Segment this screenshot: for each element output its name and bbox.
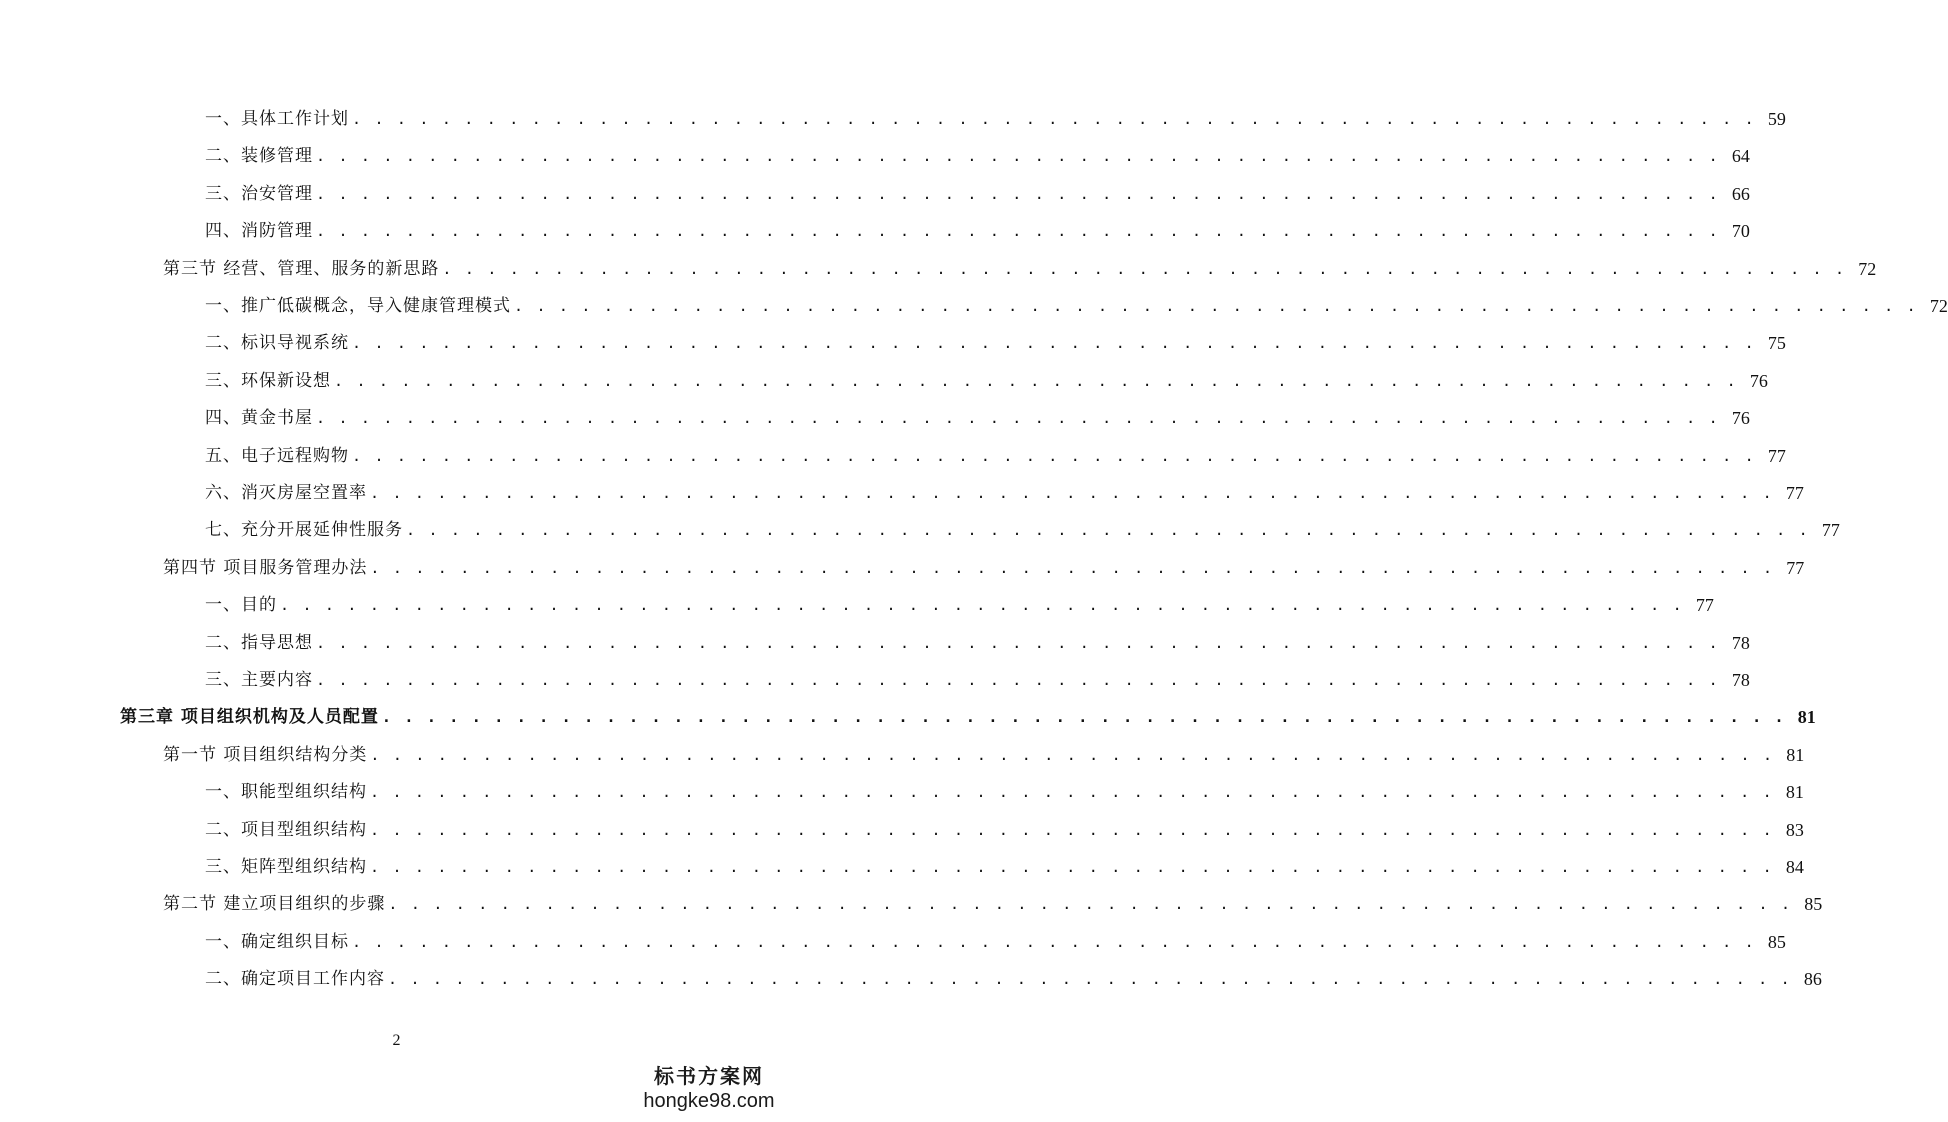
toc-entry-title: 第三节 经营、管理、服务的新思路 xyxy=(163,258,440,279)
toc-entry-title: 三、主要内容 xyxy=(205,670,313,690)
toc-entry-page: 81 xyxy=(1797,707,1816,728)
toc-entry-title: 四、消防管理 xyxy=(205,221,313,242)
toc-entry-page: 72 xyxy=(1858,258,1877,279)
toc-dot-leader: . . . . . . . . . . . . . . . . . . . . . . . . . . . . . . . . . . . . . . . . . . . . . . . . . . . . . . . . . . . . . . . xyxy=(352,446,1756,465)
toc-dot-leader: . . . . . . . . . . . . . . . . . . . . . . . . . . . . . . . . . . . . . . . . . . . . . . . . . . . . . . . . . . . . . . . xyxy=(352,334,1756,353)
toc-entry-page: 86 xyxy=(1803,969,1822,990)
toc-entry-page: 81 xyxy=(1786,744,1805,765)
toc-entry-item xyxy=(0,777,1804,807)
toc-entry-page: 83 xyxy=(1785,819,1804,840)
toc-entry-section xyxy=(0,254,1877,284)
toc-entry-page: 77 xyxy=(1767,445,1786,466)
toc-entry-section xyxy=(0,889,1823,919)
toc-entry-item xyxy=(0,441,1786,471)
toc-entry-item xyxy=(0,628,1750,658)
toc-entry-page: 85 xyxy=(1804,894,1823,915)
toc-entry-title: 三、治安管理 xyxy=(205,183,313,204)
toc-dot-leader: . . . . . . . . . . . . . . . . . . . . . . . . . . . . . . . . . . . . . . . . . . . . . . . . . . . . . . . . . . . . . . . xyxy=(370,820,1774,839)
toc-entry-title: 二、标识导视系统 xyxy=(205,333,349,354)
toc-entry-item xyxy=(0,141,1750,171)
toc-entry-item xyxy=(0,665,1750,695)
watermark-logo xyxy=(639,1064,779,1114)
toc-entry-page: 75 xyxy=(1767,333,1786,354)
toc-entry-title: 二、确定项目工作内容 xyxy=(205,969,385,990)
toc-entry-page: 78 xyxy=(1731,632,1750,653)
toc-dot-leader: . . . . . . . . . . . . . . . . . . . . . . . . . . . . . . . . . . . . . . . . . . . . . . . . . . . . . . . . . . . . . . . xyxy=(406,521,1810,540)
toc-entry-title: 五、电子远程购物 xyxy=(205,445,349,466)
toc-entry-page: 66 xyxy=(1731,183,1750,204)
toc-entry-title: 一、目的 xyxy=(205,595,277,616)
toc-dot-leader: . . . . . . . . . . . . . . . . . . . . . . . . . . . . . . . . . . . . . . . . . . . . . . . . . . . . . . . . . . . . . . . xyxy=(370,484,1774,502)
toc-entry-title: 六、消灭房屋空置率 xyxy=(205,483,367,503)
toc-entry-section xyxy=(0,553,1805,583)
toc-entry-page: 64 xyxy=(1731,146,1750,167)
toc-dot-leader: . . . . . . . . . . . . . . . . . . . . . . . . . . . . . . . . . . . . . . . . . . . . . . . . . . . . . . . . . . . . . . . xyxy=(442,259,1847,278)
toc-entry-title: 二、指导思想 xyxy=(205,632,313,653)
toc-entry-item xyxy=(0,179,1750,209)
toc-entry-title: 七、充分开展延伸性服务 xyxy=(205,520,403,541)
toc-dot-leader: . . . . . . . . . . . . . . . . . . . . . . . . . . . . . . . . . . . . . . . . . . . . . . . . . . . . . . . . . . . . . . . xyxy=(316,671,1720,689)
toc-dot-leader: . . . . . . . . . . . . . . . . . . . . . . . . . . . . . . . . . . . . . . . . . . . . . . . . . . . . . . . . . . . . . . . xyxy=(316,409,1720,428)
toc-dot-leader: . . . . . . . . . . . . . . . . . . . . . . . . . . . . . . . . . . . . . . . . . . . . . . . . . . . . . . . . . . . . . . . xyxy=(352,932,1756,951)
toc-dot-leader: . . . . . . . . . . . . . . . . . . . . . . . . . . . . . . . . . . . . . . . . . . . . . . . . . . . . . . . . . . . . . . . xyxy=(370,783,1774,802)
watermark-domain-text: hongke98.com xyxy=(643,1090,775,1112)
toc-dot-leader: . . . . . . . . . . . . . . . . . . . . . . . . . . . . . . . . . . . . . . . . . . . . . . . . . . . . . . . . . . . . . . . xyxy=(280,596,1684,615)
toc-entry-item xyxy=(0,328,1786,358)
toc-entry-page: 59 xyxy=(1767,109,1786,129)
toc-entry-title: 三、环保新设想 xyxy=(205,370,331,391)
toc-entry-page: 85 xyxy=(1767,931,1786,952)
toc-dot-leader: . . . . . . . . . . . . . . . . . . . . . . . . . . . . . . . . . . . . . . . . . . . . . . . . . . . . . . . . . . . . . . . xyxy=(334,371,1738,390)
toc-entry-item xyxy=(0,216,1750,246)
toc-entry-section xyxy=(0,740,1805,770)
toc-dot-leader: . . . . . . . . . . . . . . . . . . . . . . . . . . . . . . . . . . . . . . . . . . . . . . . . . . . . . . . . . . . . . . . xyxy=(388,970,1792,989)
toc-entry-title: 一、职能型组织结构 xyxy=(205,782,367,803)
toc-entry-page: 77 xyxy=(1821,520,1840,541)
toc-entry-title: 一、确定组织目标 xyxy=(205,931,349,952)
toc-dot-leader: . . . . . . . . . . . . . . . . . . . . . . . . . . . . . . . . . . . . . . . . . . . . . . . . . . . . . . . . . . . . . . . xyxy=(514,297,1918,315)
toc-entry-item xyxy=(0,291,1948,321)
toc-entry-item xyxy=(0,104,1786,134)
toc-dot-leader: . . . . . . . . . . . . . . . . . . . . . . . . . . . . . . . . . . . . . . . . . . . . . . . . . . . . . . . . . . . . . . . xyxy=(316,147,1720,166)
toc-entry-page: 78 xyxy=(1731,670,1750,690)
toc-entry-item xyxy=(0,964,1822,994)
toc-entry-item xyxy=(0,366,1768,396)
toc-entry-item xyxy=(0,515,1840,545)
toc-entry-page: 77 xyxy=(1695,595,1714,616)
toc-entry-title: 第三章 项目组织机构及人员配置 xyxy=(120,707,379,728)
toc-entry-chapter xyxy=(0,702,1816,732)
toc-entry-item xyxy=(0,403,1750,433)
toc-dot-leader: . . . . . . . . . . . . . . . . . . . . . . . . . . . . . . . . . . . . . . . . . . . . . . . . . . . . . . . . . . . . . . . xyxy=(352,110,1756,128)
toc-entry-title: 二、项目型组织结构 xyxy=(205,819,367,840)
toc-entry-item xyxy=(0,590,1714,620)
toc-dot-leader: . . . . . . . . . . . . . . . . . . . . . . . . . . . . . . . . . . . . . . . . . . . . . . . . . . . . . . . . . . . . . . . xyxy=(370,745,1775,764)
toc-dot-leader: . . . . . . . . . . . . . . . . . . . . . . . . . . . . . . . . . . . . . . . . . . . . . . . . . . . . . . . . . . . . . . . xyxy=(316,184,1720,203)
toc-entry-page: 81 xyxy=(1785,782,1804,803)
page-number: 2 xyxy=(392,1032,401,1049)
toc-entry-item xyxy=(0,478,1804,508)
toc-dot-leader: . . . . . . . . . . . . . . . . . . . . . . . . . . . . . . . . . . . . . . . . . . . . . . . . . . . . . . . . . . . . . . . xyxy=(316,633,1720,652)
toc-entry-page: 84 xyxy=(1785,857,1804,877)
toc-entry-item xyxy=(0,815,1804,845)
toc-entry-title: 二、装修管理 xyxy=(205,146,313,167)
toc-dot-leader: . . . . . . . . . . . . . . . . . . . . . . . . . . . . . . . . . . . . . . . . . . . . . . . . . . . . . . . . . . . . . . . xyxy=(388,895,1793,914)
toc-entry-page: 77 xyxy=(1786,557,1805,578)
toc-dot-leader: . . . . . . . . . . . . . . . . . . . . . . . . . . . . . . . . . . . . . . . . . . . . . . . . . . . . . . . . . . . . . . . xyxy=(316,222,1720,241)
toc-entry-page: 72 xyxy=(1929,296,1948,316)
watermark-chinese-text: 标书方案网 xyxy=(654,1064,764,1088)
toc-entry-title: 三、矩阵型组织结构 xyxy=(205,857,367,877)
toc-dot-leader: . . . . . . . . . . . . . . . . . . . . . . . . . . . . . . . . . . . . . . . . . . . . . . . . . . . . . . . . . . . . . . . xyxy=(370,858,1774,876)
toc-entry-title: 第二节 建立项目组织的步骤 xyxy=(163,894,386,915)
toc-entry-page: 76 xyxy=(1749,370,1768,391)
toc-entry-page: 70 xyxy=(1731,221,1750,242)
toc-entry-title: 第四节 项目服务管理办法 xyxy=(163,557,368,578)
toc-entry-item xyxy=(0,927,1786,957)
toc-entry-item xyxy=(0,852,1804,882)
toc-entry-title: 第一节 项目组织结构分类 xyxy=(163,744,368,765)
toc-entry-title: 一、具体工作计划 xyxy=(205,109,349,129)
toc-entry-page: 77 xyxy=(1785,483,1804,503)
toc-entry-title: 一、推广低碳概念，导入健康管理模式 xyxy=(205,296,511,316)
toc-dot-leader: . . . . . . . . . . . . . . . . . . . . . . . . . . . . . . . . . . . . . . . . . . . . . . . . . . . . . . . . . . . . . . . xyxy=(370,558,1775,577)
toc-entry-title: 四、黄金书屋 xyxy=(205,408,313,429)
toc-dot-leader: . . . . . . . . . . . . . . . . . . . . . . . . . . . . . . . . . . . . . . . . . . . . . . . . . . . . . . . . . . . . . . . xyxy=(381,708,1786,727)
toc-entry-page: 76 xyxy=(1731,408,1750,429)
